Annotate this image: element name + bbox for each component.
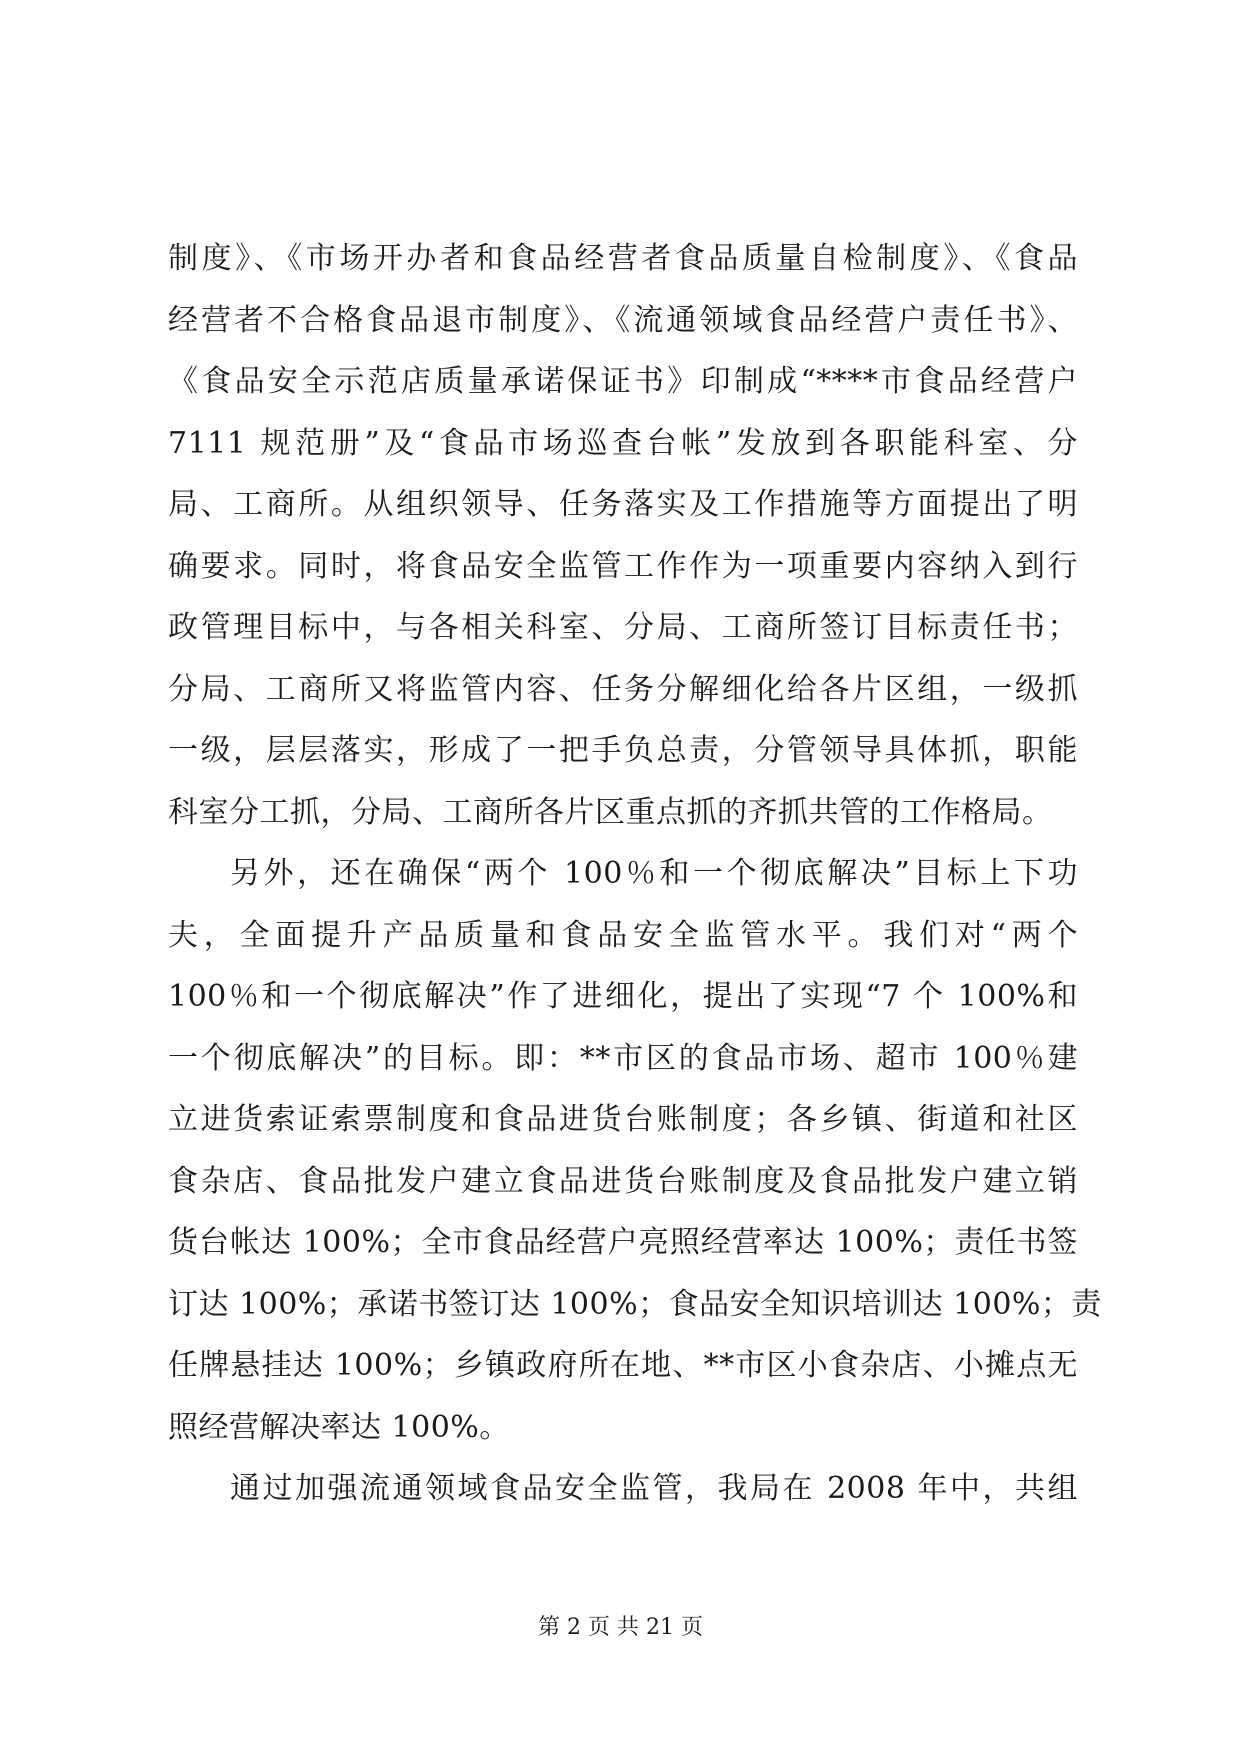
text-line: 照经营解决率达 100%。 [168, 1409, 510, 1445]
text-line: 政管理目标中，与各相关科室、分局、工商所签订目标责任书； [168, 610, 1078, 645]
text-line: 100％和一个彻底解决”作了进细化，提出了实现“7 个 100%和 [168, 979, 1078, 1014]
text-line: 局、工商所。从组织领导、任务落实及工作措施等方面提出了明 [168, 487, 1078, 522]
text-line: 科室分工抓，分局、工商所各片区重点抓的齐抓共管的工作格局。 [168, 794, 1053, 830]
text-line: 一个彻底解决”的目标。即：**市区的食品市场、超市 100％建 [168, 1040, 1078, 1076]
text-line: 订达 100%；承诺书签订达 100%；食品安全知识培训达 100%；责 [168, 1286, 1102, 1322]
text-line: 分局、工商所又将监管内容、任务分解细化给各片区组，一级抓 [168, 671, 1078, 707]
text-line: 夫，全面提升产品质量和食品安全监管水平。我们对“两个 [168, 917, 1078, 953]
page-footer: 第 2 页 共 21 页 [538, 1615, 703, 1640]
text-line: 货台帐达 100%；全市食品经营户亮照经营率达 100%；责任书签 [168, 1225, 1078, 1260]
text-line: 一级，层层落实，形成了一把手负总责，分管领导具体抓，职能 [168, 733, 1078, 768]
text-line: 任牌悬挂达 100%；乡镇政府所在地、**市区小食杂店、小摊点无 [168, 1348, 1078, 1383]
text-line: 《食品安全示范店质量承诺保证书》印制成“****市食品经营户 [168, 364, 1078, 399]
text-line: 制度》、《市场开办者和食品经营者食品质量自检制度》、《食品 [168, 241, 1078, 276]
body-text [168, 228, 1102, 1520]
text-line: 通过加强流通领域食品安全监管，我局在 2008 年中，共组 [230, 1471, 1078, 1506]
text-line: 食杂店、食品批发户建立食品进货台账制度及食品批发户建立销 [168, 1163, 1078, 1199]
text-line: 7111 规范册”及“食品市场巡查台帐”发放到各职能科室、分 [168, 425, 1078, 461]
text-line: 经营者不合格食品退市制度》、《流通领域食品经营户责任书》、 [168, 302, 1078, 338]
text-line: 确要求。同时，将食品安全监管工作作为一项重要内容纳入到行 [168, 548, 1078, 584]
text-line: 立进货索证索票制度和食品进货台账制度；各乡镇、街道和社区 [168, 1102, 1078, 1137]
text-line: 另外，还在确保“两个 100％和一个彻底解决”目标上下功 [230, 856, 1078, 891]
